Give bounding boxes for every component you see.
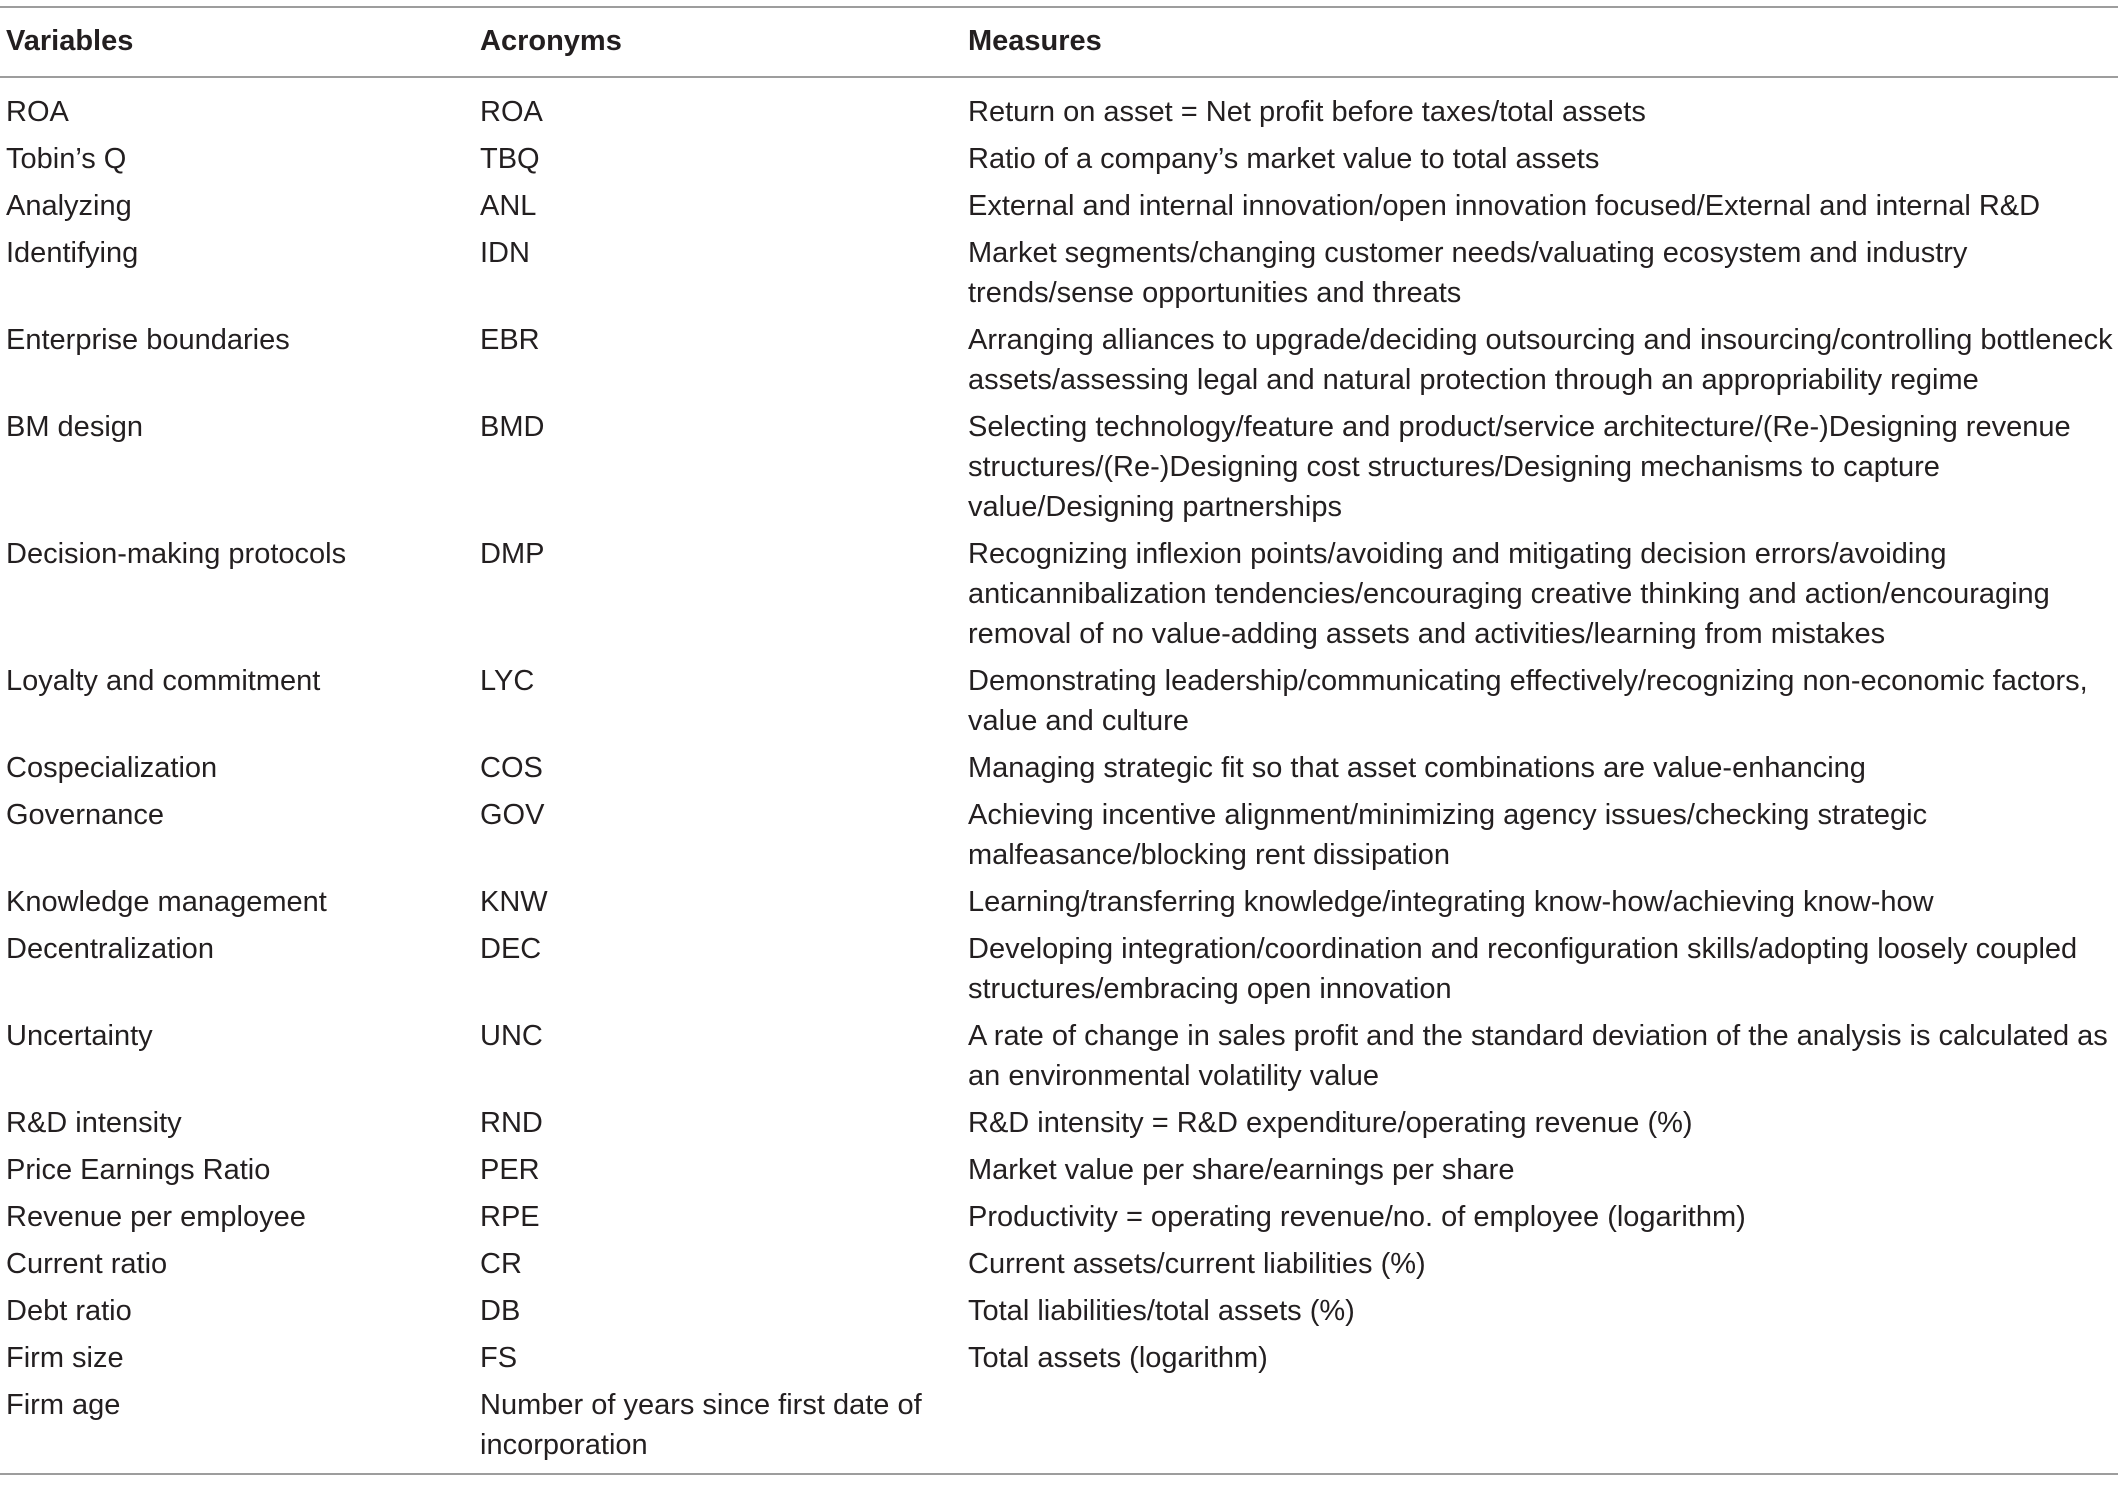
variable-cell: Decentralization [6, 933, 214, 965]
variable-cell: ROA [6, 96, 69, 128]
variables-table-container [0, 6, 2118, 1475]
measure-cell: Managing strategic fit so that asset combinations are value-enhancing [968, 752, 1866, 784]
measure-cell: Market segments/changing customer needs/valuating ecosystem and industry trends/sense opportunities and threats [968, 237, 1968, 309]
table-row [0, 403, 2118, 530]
measure-cell: Total liabilities/total assets (%) [968, 1295, 1355, 1327]
header-variables: Variables [6, 25, 134, 57]
table-header-row [0, 7, 2118, 77]
header-acronyms: Acronyms [480, 25, 622, 57]
variable-cell: Governance [6, 799, 164, 831]
measure-cell: A rate of change in sales profit and the standard deviation of the analysis is calculated as an environmental volatility value [968, 1020, 2108, 1092]
variable-cell: BM design [6, 411, 144, 443]
measure-cell: Learning/transferring knowledge/integrating know-how/achieving know-how [968, 886, 1934, 918]
variable-cell: Price Earnings Ratio [6, 1154, 271, 1186]
measure-cell: Recognizing inflexion points/avoiding and mitigating decision errors/avoiding anticannibalization tendencies/encouraging creative thinking and action/encouraging removal of no value-adding assets and activities/learning from mistakes [968, 538, 2050, 650]
table-row [0, 1193, 2118, 1240]
measure-cell: Ratio of a company’s market value to total assets [968, 143, 1600, 175]
variable-cell: Identifying [6, 237, 139, 269]
acronym-cell: UNC [480, 1020, 543, 1052]
acronym-cell: RND [480, 1107, 543, 1139]
acronym-cell: DMP [480, 538, 545, 570]
acronym-cell: LYC [480, 665, 535, 697]
acronym-cell: COS [480, 752, 543, 784]
table-row [0, 878, 2118, 925]
table-body [0, 77, 2118, 1474]
measure-cell: Demonstrating leadership/communicating effectively/recognizing non-economic factors, value and culture [968, 665, 2088, 737]
acronym-cell: CR [480, 1248, 522, 1280]
table-row [0, 316, 2118, 403]
variable-cell: Current ratio [6, 1248, 168, 1280]
table-row [0, 1012, 2118, 1099]
variable-cell: Tobin’s Q [6, 143, 127, 175]
table-row [0, 1287, 2118, 1334]
measure-cell: Developing integration/coordination and reconfiguration skills/adopting loosely coupled structures/embracing open innovation [968, 933, 2078, 1005]
acronym-cell: BMD [480, 411, 545, 443]
variable-cell: Uncertainty [6, 1020, 153, 1052]
variable-cell: Revenue per employee [6, 1201, 306, 1233]
table-row [0, 657, 2118, 744]
acronym-cell: ANL [480, 190, 537, 222]
variable-cell: Decision-making protocols [6, 538, 347, 570]
header-measures: Measures [968, 25, 1102, 57]
table-row [0, 1146, 2118, 1193]
table-row [0, 77, 2118, 135]
measure-cell: Market value per share/earnings per share [968, 1154, 1515, 1186]
variable-cell: Knowledge management [6, 886, 327, 918]
acronym-cell: EBR [480, 324, 540, 356]
measure-cell: Current assets/current liabilities (%) [968, 1248, 1426, 1280]
table-row [0, 791, 2118, 878]
table-row [0, 1099, 2118, 1146]
acronym-cell: TBQ [480, 143, 540, 175]
table-row [0, 925, 2118, 1012]
acronym-cell: GOV [480, 799, 545, 831]
acronym-cell: DB [480, 1295, 521, 1327]
table-row [0, 744, 2118, 791]
table-row [0, 182, 2118, 229]
acronym-cell: Number of years since first date of incorporation [480, 1389, 922, 1461]
measure-cell: Productivity = operating revenue/no. of employee (logarithm) [968, 1201, 1746, 1233]
table-row [0, 229, 2118, 316]
acronym-cell: DEC [480, 933, 542, 965]
table-row [0, 1240, 2118, 1287]
acronym-cell: FS [480, 1342, 518, 1374]
variable-cell: Analyzing [6, 190, 132, 222]
variable-cell: Debt ratio [6, 1295, 132, 1327]
table-row [0, 135, 2118, 182]
table-row [0, 1334, 2118, 1381]
acronym-cell: RPE [480, 1201, 540, 1233]
table-row [0, 1381, 2118, 1474]
acronym-cell: KNW [480, 886, 548, 918]
variable-cell: R&D intensity [6, 1107, 182, 1139]
table-row [0, 530, 2118, 657]
measure-cell: Achieving incentive alignment/minimizing agency issues/checking strategic malfeasance/blocking rent dissipation [968, 799, 1928, 871]
measure-cell: Arranging alliances to upgrade/deciding outsourcing and insourcing/controlling bottleneck assets/assessing legal and natural protection through an appropriability regime [968, 324, 2113, 396]
variable-cell: Cospecialization [6, 752, 218, 784]
measure-cell: Selecting technology/feature and product/service architecture/(Re-)Designing revenue structures/(Re-)Designing cost structures/Designing mechanisms to capture value/Designing partnerships [968, 411, 2071, 523]
variables-table [0, 6, 2118, 1475]
acronym-cell: ROA [480, 96, 543, 128]
acronym-cell: IDN [480, 237, 530, 269]
variable-cell: Enterprise boundaries [6, 324, 290, 356]
measure-cell: Total assets (logarithm) [968, 1342, 1268, 1374]
measure-cell [962, 1381, 2118, 1474]
measure-cell: R&D intensity = R&D expenditure/operating revenue (%) [968, 1107, 1693, 1139]
variable-cell: Firm age [6, 1389, 121, 1421]
acronym-cell: PER [480, 1154, 540, 1186]
measure-cell: Return on asset = Net profit before taxes/total assets [968, 96, 1646, 128]
variable-cell: Firm size [6, 1342, 124, 1374]
variable-cell: Loyalty and commitment [6, 665, 321, 697]
measure-cell: External and internal innovation/open innovation focused/External and internal R&D [968, 190, 2041, 222]
